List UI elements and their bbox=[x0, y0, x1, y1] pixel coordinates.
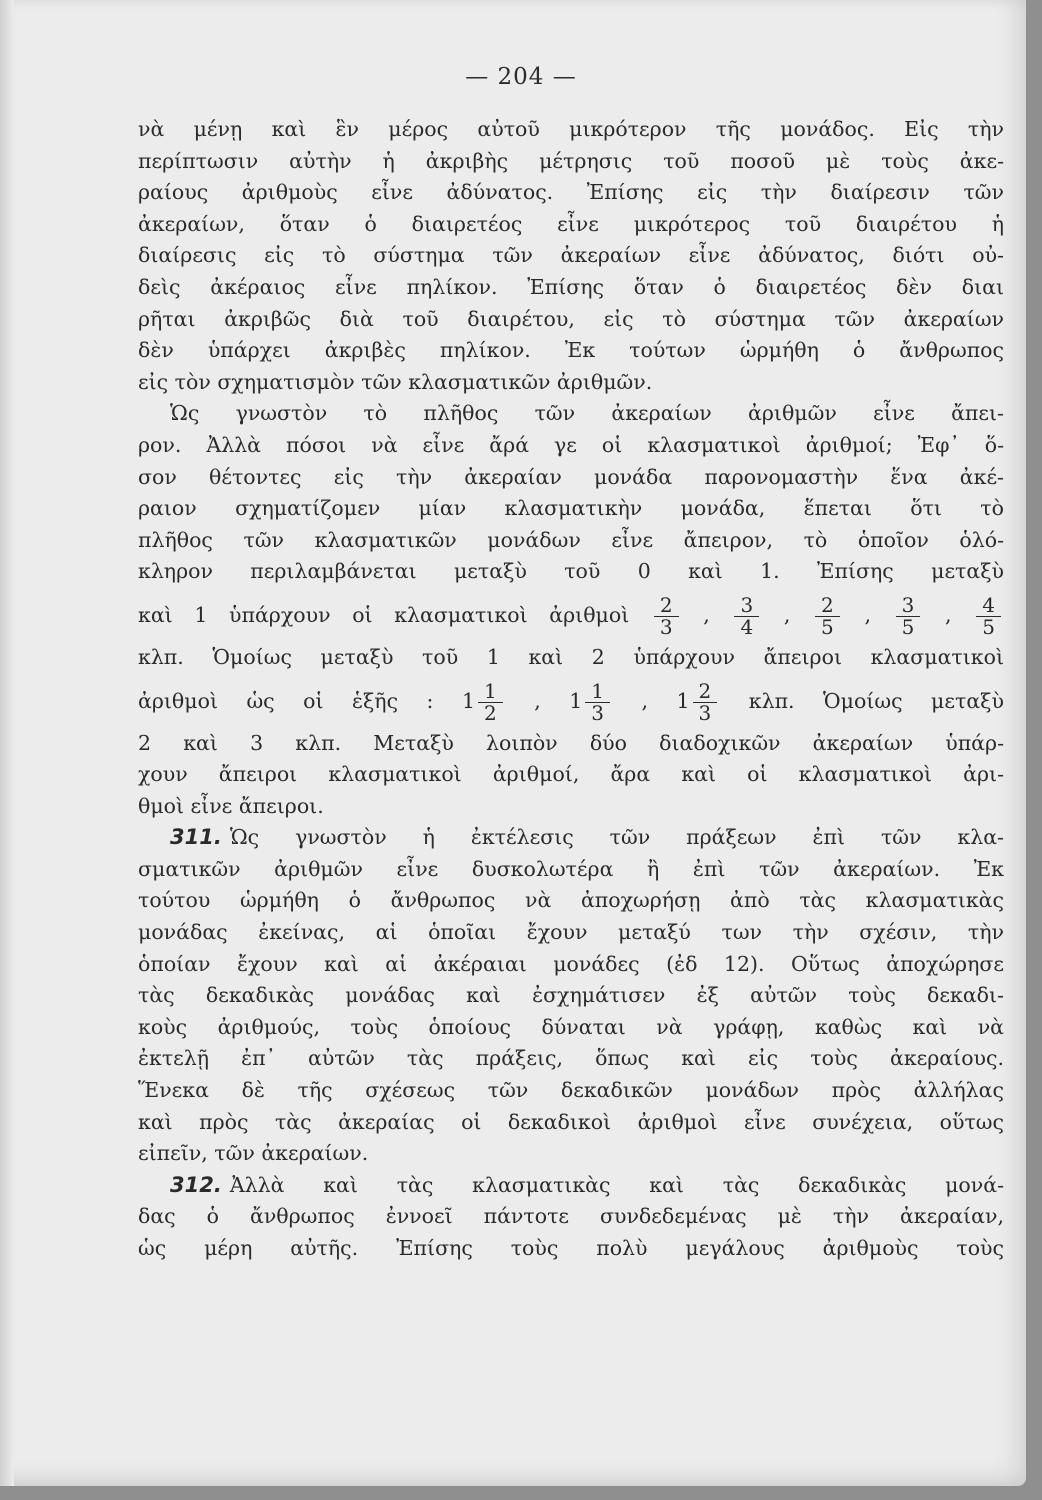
text-line: ὡς μέρη αὐτῆς. Ἐπίσης τοὺς πολὺ μεγάλους ἀριθμοὺς τοὺς bbox=[138, 1236, 1004, 1260]
separator: , bbox=[864, 602, 871, 627]
fraction bbox=[693, 678, 718, 725]
text-line: σον θέτοντες εἰς τὴν ἀκεραίαν μονάδα παρονομαστὴν ἕνα ἀκέ- bbox=[138, 464, 1004, 489]
text-line: νὰ μένῃ καὶ ἓν μέρος αὐτοῦ μικρότερον τῆς μονάδος. Εἰς τὴν bbox=[138, 117, 1004, 141]
text-line: σματικῶν ἀριθμῶν εἶνε δυσκολωτέρα ἢ ἐπὶ τῶν ἀκεραίων. Ἐκ bbox=[138, 856, 1004, 881]
mixed-line-suffix: κλπ. Ὁμοίως μεταξὺ bbox=[748, 688, 1004, 713]
text-line: Ὡς γνωστὸν τὸ πλῆθος τῶν ἀκεραίων ἀριθμῶν εἶνε ἄπει- bbox=[170, 401, 1004, 426]
text-line: διαίρεσις εἰς τὸ σύστημα τῶν ἀκεραίων εἶνε ἀδύνατος, διότι οὐ- bbox=[138, 243, 1004, 268]
fraction-numerator: 2 bbox=[821, 592, 834, 617]
text-line: Ἕνεκα δὲ τῆς σχέσεως τῶν δεκαδικῶν μονάδων πρὸς ἀλλήλας bbox=[138, 1078, 1004, 1103]
fraction-line-prefix: καὶ 1 ὑπάρχουν οἱ κλασματικοὶ ἀριθμοὶ bbox=[138, 602, 630, 627]
text-line: κοὺς ἀριθμούς, τοὺς ὁποίους δύναται νὰ γράφῃ, καθὼς καὶ νὰ bbox=[138, 1014, 1004, 1039]
fraction-numerator: 2 bbox=[659, 592, 673, 617]
fraction-numerator: 3 bbox=[740, 592, 754, 617]
section-311-first-line bbox=[138, 822, 1004, 854]
section-311-text: Ὡς γνωστὸν ἡ ἐκτέλεσις τῶν πράξεων ἐπὶ τῶν κλα- bbox=[229, 825, 1004, 850]
mixed-number bbox=[677, 674, 721, 728]
text-line: εἰς τὸν σχηματισμὸν τῶν κλασματικῶν ἀριθμῶν. bbox=[138, 369, 653, 394]
fraction-denominator: 3 bbox=[693, 702, 718, 724]
fraction-denominator: 3 bbox=[654, 616, 679, 638]
text-line: κληρον περιλαμβάνεται μεταξὺ τοῦ 0 καὶ 1. Ἐπίσης μεταξὺ bbox=[138, 559, 1004, 584]
fraction-numerator: 4 bbox=[982, 592, 995, 617]
text-line: εἰπεῖν, τῶν ἀκεραίων. bbox=[138, 1141, 369, 1166]
fraction bbox=[734, 592, 759, 639]
text-line: ραιον σχηματίζομεν μίαν κλασματικὴν μονάδα, ἕπεται ὅτι τὸ bbox=[138, 496, 1004, 521]
text-line: ἀκεραίων, ὅταν ὁ διαιρετέος εἶνε μικρότερος τοῦ διαιρέτου ἡ bbox=[138, 211, 1004, 236]
mixed-number bbox=[569, 674, 613, 728]
text-line: περίπτωσιν αὐτὴν ἡ ἀκριβὴς μέτρησις τοῦ ποσοῦ μὲ τοὺς ἀκε- bbox=[138, 148, 1004, 173]
text-line: χουν ἄπειροι κλασματικοὶ ἀριθμοί, ἄρα καὶ οἱ κλασματικοὶ ἀρι- bbox=[138, 762, 1004, 787]
text-line: καὶ πρὸς τὰς ἀκεραίας οἱ δεκαδικοὶ ἀριθμοὶ εἶνε συνέχεια, οὕτως bbox=[138, 1109, 1004, 1134]
text-line: ρον. Ἀλλὰ πόσοι νὰ εἶνε ἄρά γε οἱ κλασματικοὶ ἀριθμοί; Ἐφ᾽ ὅ- bbox=[138, 432, 1004, 457]
separator: , bbox=[783, 602, 791, 627]
mixed-whole: 1 bbox=[569, 688, 583, 713]
fraction bbox=[478, 678, 503, 725]
fraction-denominator: 5 bbox=[896, 616, 921, 638]
text-line: κλπ. Ὁμοίως μεταξὺ τοῦ 1 καὶ 2 ὑπάρχουν ἄπειροι κλασματικοὶ bbox=[138, 644, 1004, 669]
text-line: θμοὶ εἶνε ἄπειροι. bbox=[138, 793, 324, 818]
fraction bbox=[896, 592, 921, 639]
separator: , bbox=[534, 688, 541, 713]
mixed-whole: 1 bbox=[676, 688, 690, 713]
text-line: τὰς δεκαδικὰς μονάδας καὶ ἐσχημάτισεν ἐξ αὐτῶν τοὺς δεκαδι- bbox=[138, 983, 1004, 1008]
fraction-denominator: 2 bbox=[478, 702, 503, 724]
section-number: 312. bbox=[170, 1172, 222, 1197]
text-line: μονάδας ἐκείνας, αἱ ὁποῖαι ἔχουν μεταξύ των τὴν σχέσιν, τὴν bbox=[138, 920, 1004, 945]
text-line: δὲν ὑπάρχει ἀκριβὲς πηλίκον. Ἐκ τούτων ὡρμήθη ὁ ἄνθρωπος bbox=[138, 338, 1004, 363]
fraction-denominator: 5 bbox=[976, 616, 1001, 638]
page-body bbox=[138, 114, 1004, 1265]
fraction-denominator: 4 bbox=[734, 616, 759, 638]
text-line: 2 καὶ 3 κλπ. Μεταξὺ λοιπὸν δύο διαδοχικῶν ἀκεραίων ὑπάρ- bbox=[138, 730, 1004, 755]
text-line: ἐκτελῇ ἐπ᾽ αὐτῶν τὰς πράξεις, ὅπως καὶ εἰς τοὺς ἀκεραίους. bbox=[138, 1046, 1004, 1071]
separator: , bbox=[945, 602, 952, 627]
mixed-number-line bbox=[138, 674, 1004, 728]
fraction bbox=[585, 678, 610, 725]
fraction-numerator: 1 bbox=[483, 678, 497, 703]
fraction-denominator: 5 bbox=[815, 616, 840, 638]
page-number: — 204 — bbox=[465, 64, 577, 90]
fraction-numerator: 3 bbox=[901, 592, 915, 617]
text-line: ὁποίαν ἔχουν καὶ αἱ ἀκέραιαι μονάδες (ἐδ 12). Οὕτως ἀποχώρησε bbox=[138, 951, 1004, 976]
fraction-numerator: 1 bbox=[591, 678, 604, 703]
text-line: ραίους ἀριθμοὺς εἶνε ἀδύνατος. Ἐπίσης εἰς τὴν διαίρεσιν τῶν bbox=[138, 180, 1004, 205]
fraction-numerator: 2 bbox=[698, 678, 712, 703]
text-line: πλῆθος τῶν κλασματικῶν μονάδων εἶνε ἄπειρον, τὸ ὁποῖον ὁλό- bbox=[138, 527, 1004, 552]
page-binding-edge bbox=[0, 0, 14, 1486]
mixed-line-prefix: ἀριθμοὶ ὡς οἱ ἑξῆς : bbox=[138, 688, 462, 713]
fraction-line bbox=[138, 588, 1004, 642]
fraction bbox=[654, 592, 679, 639]
separator: , bbox=[703, 602, 710, 627]
mixed-number bbox=[462, 674, 506, 728]
section-number: 311. bbox=[170, 825, 222, 850]
fraction-denominator: 3 bbox=[585, 702, 610, 724]
section-312-text: Ἀλλὰ καὶ τὰς κλασματικὰς καὶ τὰς δεκαδικὰς μονά- bbox=[229, 1172, 1004, 1197]
section-312-first-line bbox=[138, 1170, 1004, 1202]
fraction bbox=[976, 592, 1001, 639]
text-line: δας ὁ ἄνθρωπος ἐννοεῖ πάντοτε συνδεδεμένας μὲ τὴν ἀκεραίαν, bbox=[138, 1204, 1004, 1229]
separator: , bbox=[641, 688, 649, 713]
fraction bbox=[815, 592, 840, 639]
text-line: ρῆται ἀκριβῶς διὰ τοῦ διαιρέτου, εἰς τὸ σύστημα τῶν ἀκεραίων bbox=[138, 306, 1004, 331]
text-line: τούτου ὡρμήθη ὁ ἄνθρωπος νὰ ἀποχωρήσῃ ἀπὸ τὰς κλασματικὰς bbox=[138, 888, 1004, 913]
mixed-whole: 1 bbox=[461, 688, 475, 713]
text-line: δεὶς ἀκέραιος εἶνε πηλίκον. Ἐπίσης ὅταν ὁ διαιρετέος δὲν διαι bbox=[138, 274, 1004, 299]
